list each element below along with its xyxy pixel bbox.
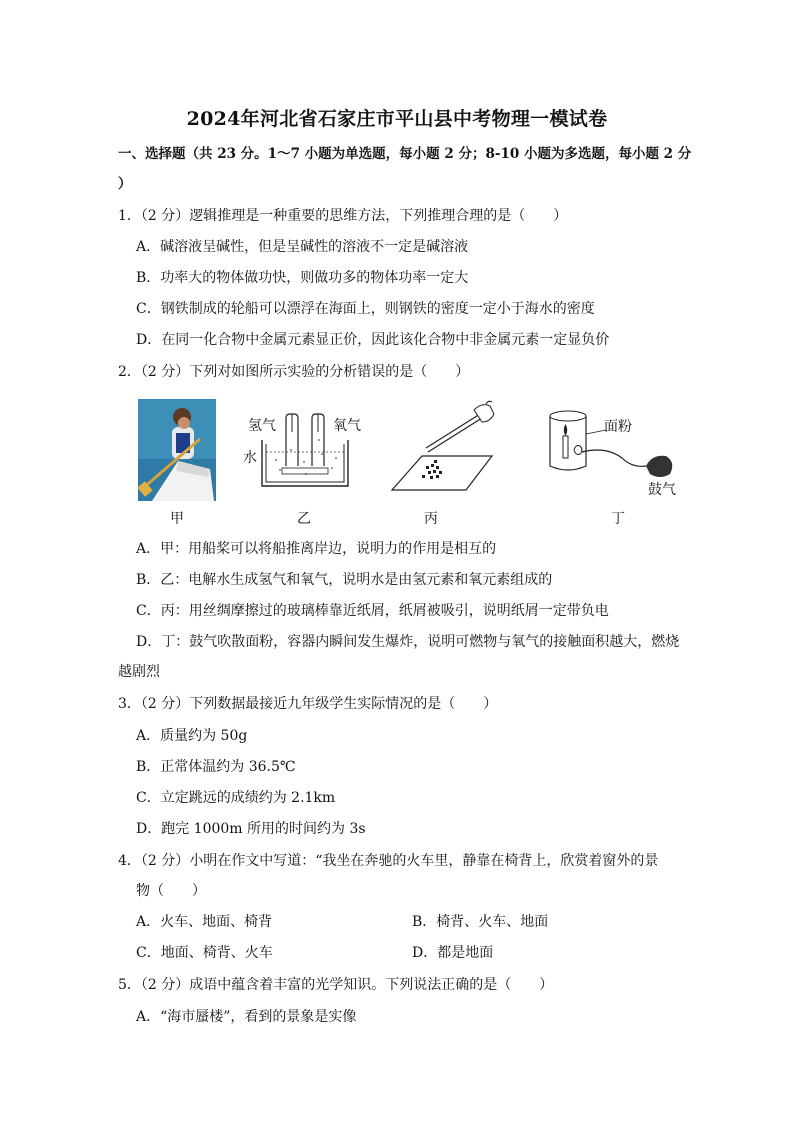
q2-option-d: D．丁：鼓气吹散面粉，容器内瞬间发生爆炸，说明可燃物与氧气的接触面积越大，燃烧 [136,634,680,650]
question-5-stem: 5．（2 分）成语中蕴含着丰富的光学知识。下列说法正确的是（ ） [118,977,554,993]
q3-option-a: A．质量约为 50g [136,728,248,744]
question-4-stem: 4．（2 分）小明在作文中写道：“我坐在奔驰的火车里，静靠在椅背上，欣赏着窗外的景 [118,853,659,869]
section-heading: 一、选择题（共 23 分。1～7 小题为单选题，每小题 2 分；8-10 小题为多选题，每小题 2 分 [118,146,692,162]
caption-jia: 甲 [170,511,184,527]
caption-ding: 丁 [611,511,625,527]
q4-option-a: A．火车、地面、椅背 [136,914,273,930]
figure-jia-kayak-photo [138,399,216,501]
label-oxygen: 氧气 [333,418,361,434]
q1-option-a: A．碱溶液呈碱性，但是呈碱性的溶液不一定是碱溶液 [136,239,469,255]
q1-option-b: B．功率大的物体做功快，则做功多的物体功率一定大 [136,270,469,286]
label-blow-air: 鼓气 [648,482,676,498]
question-4-stem-cont: 物（ ） [136,883,206,899]
question-1-stem: 1．（2 分）逻辑推理是一种重要的思维方法，下列推理合理的是（ ） [118,208,568,224]
figure-bing-glass-rod [386,400,496,495]
q2-option-c: C．丙：用丝绸摩擦过的玻璃棒靠近纸屑，纸屑被吸引，说明纸屑一定带负电 [136,603,609,619]
q3-option-b: B．正常体温约为 36.5℃ [136,759,296,775]
q4-option-d: D．都是地面 [412,945,494,961]
q3-option-c: C．立定跳远的成绩约为 2.1km [136,790,336,806]
q3-option-d: D．跑完 1000m 所用的时间约为 3s [136,821,366,837]
question-2-stem: 2．（2 分）下列对如图所示实验的分析错误的是（ ） [118,364,470,380]
q1-option-d: D．在同一化合物中金属元素显正价，因此该化合物中非金属元素一定显负价 [136,332,610,348]
q1-option-c: C．钢铁制成的轮船可以漂浮在海面上，则钢铁的密度一定小于海水的密度 [136,301,595,317]
q4-option-c: C．地面、椅背、火车 [136,945,273,961]
label-water: 水 [243,450,257,466]
label-hydrogen: 氢气 [248,418,276,434]
section-heading-cont: ） [118,176,132,192]
q2-option-b: B．乙：电解水生成氢气和氧气，说明水是由氢元素和氧元素组成的 [136,572,553,588]
label-flour: 面粉 [604,419,632,435]
page-title: 2024年河北省石家庄市平山县中考物理一模试卷 [186,108,608,130]
q2-option-d-cont: 越剧烈 [118,664,160,680]
q4-option-b: B．椅背、火车、地面 [412,914,549,930]
q2-option-a: A．甲：用船桨可以将船推离岸边，说明力的作用是相互的 [136,541,497,557]
caption-yi: 乙 [297,511,311,527]
q5-option-a: A．“海市蜃楼”，看到的景象是实像 [136,1009,357,1025]
question-3-stem: 3．（2 分）下列数据最接近九年级学生实际情况的是（ ） [118,696,498,712]
caption-bing: 丙 [424,511,438,527]
